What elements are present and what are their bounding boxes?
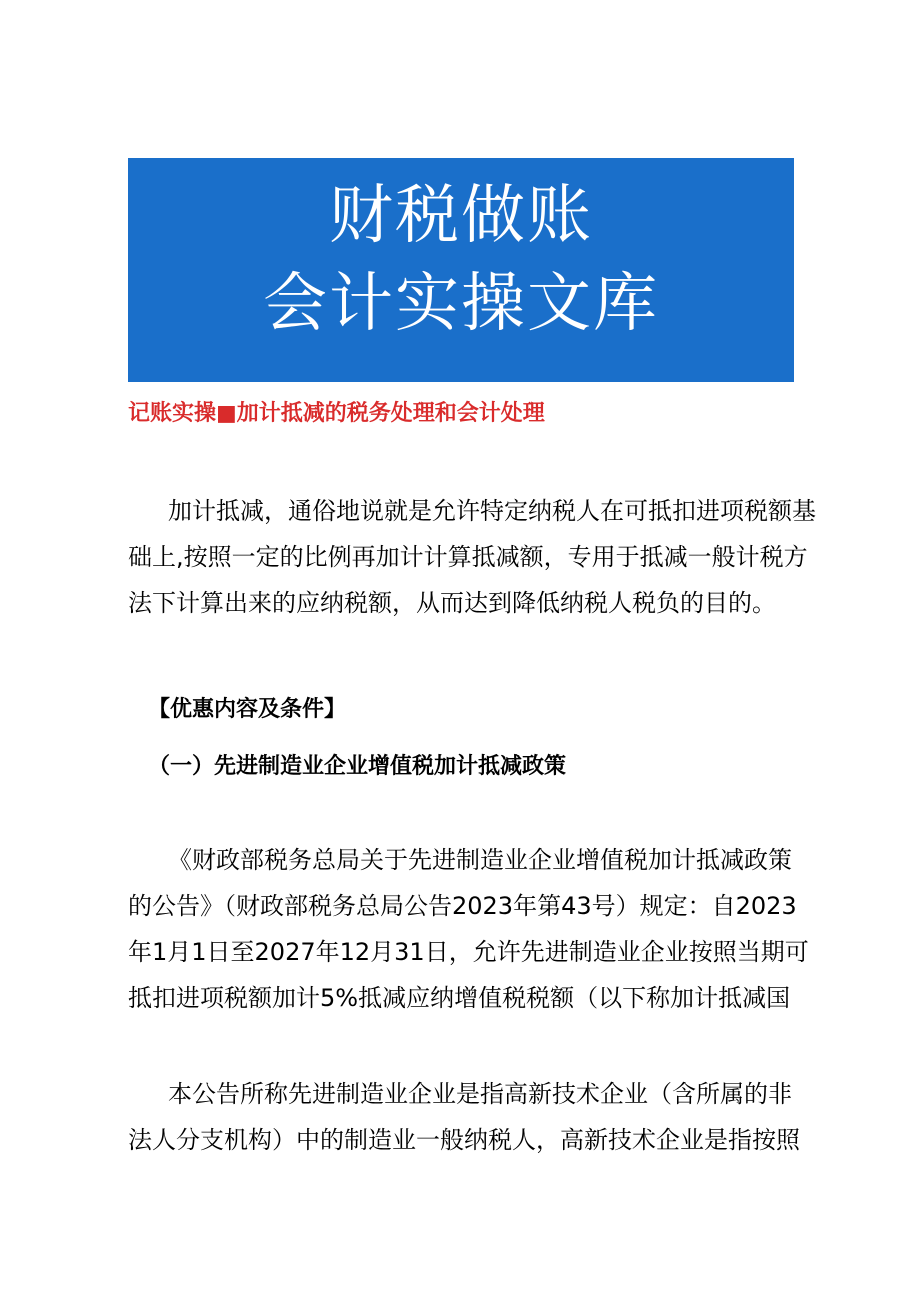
sub-heading: （一）先进制造业企业增值税加计抵减政策	[148, 754, 567, 779]
banner-title-line2: 会计实操文库	[263, 267, 659, 341]
paragraph-line: 础上,按照一定的比例再加计计算抵减额，专用于抵减一般计税方	[128, 543, 808, 571]
definition-paragraph	[128, 1071, 808, 1163]
paragraph-line: 加计抵减，通俗地说就是允许特定纳税人在可抵扣进项税额基	[168, 497, 816, 525]
paragraph-line: 本公告所称先进制造业企业是指高新技术企业（含所属的非	[168, 1080, 792, 1108]
paragraph-line: 《财政部税务总局关于先进制造业企业增值税加计抵减政策	[168, 846, 792, 874]
paragraph-line: 年1月1日至2027年12月31日，允许先进制造业企业按照当期可	[128, 938, 809, 966]
title-banner	[128, 158, 794, 382]
paragraph-line: 的公告》（财政部税务总局公告2023年第43号）规定：自2023	[128, 892, 797, 920]
document-subtitle: 记账实操■加计抵减的税务处理和会计处理	[128, 401, 545, 426]
paragraph-line: 法人分支机构）中的制造业一般纳税人，高新技术企业是指按照	[128, 1126, 800, 1154]
paragraph-line: 法下计算出来的应纳税额，从而达到降低纳税人税负的目的。	[128, 589, 776, 617]
policy-paragraph	[128, 837, 808, 1021]
paragraph-line: 抵扣进项税额加计5%抵减应纳增值税税额（以下称加计抵减国	[128, 984, 791, 1012]
banner-title-line1: 财税做账	[329, 179, 593, 253]
intro-paragraph	[128, 488, 816, 626]
section-heading: 【优惠内容及条件】	[148, 697, 347, 722]
